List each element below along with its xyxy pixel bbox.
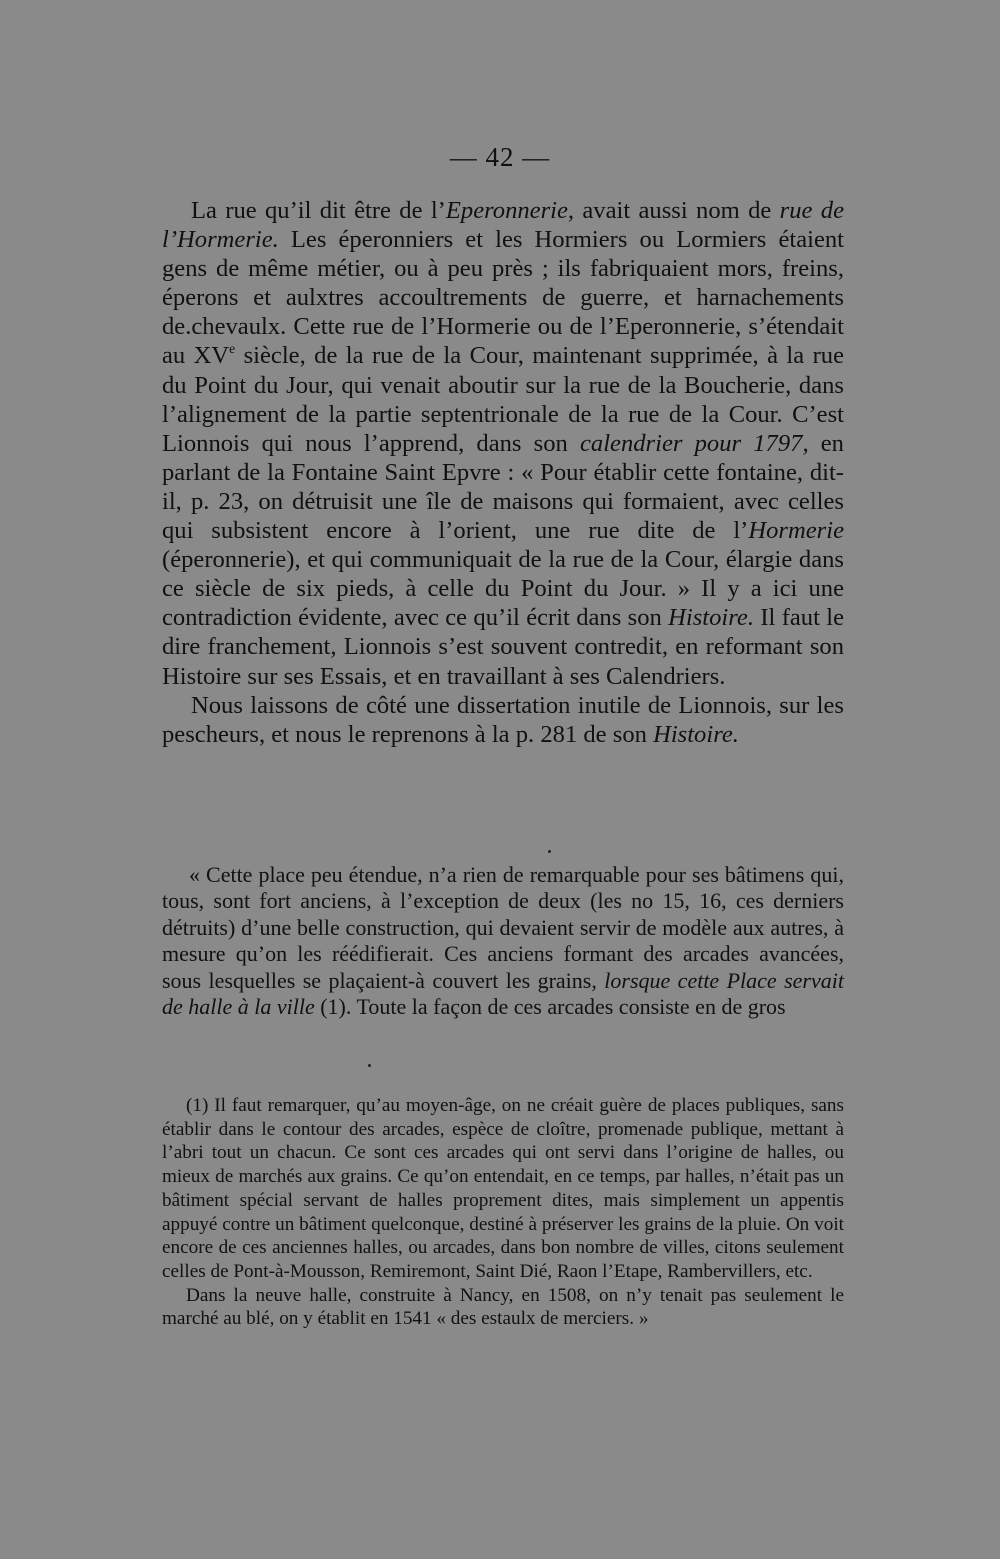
text-run: Il faut le dire franchement, Lionnois s’est souvent contredit, en reformant son Histoire sur ses Essais, et en travaillant à ses Calendriers. xyxy=(162,604,845,690)
italic-run: Histoire. xyxy=(653,720,739,748)
superscript: e xyxy=(229,341,236,357)
footnote-continuation: Dans la neuve halle, construite à Nancy, en 1508, on n’y tenait pas seulement le marché au blé, on y établit en 1541 « des estaulx de merciers. » xyxy=(162,1284,844,1330)
text-run: en parlant de la Fontaine Saint Epvre : « Pour établir cette fontaine, dit-il, p. 23, on détruisit une île de maisons qui formaient, avec celles qui subsistent encore à l’orient, une rue dite de l’ xyxy=(162,429,844,545)
text-run: avait aussi nom de xyxy=(574,197,780,224)
quote-paragraph xyxy=(162,862,844,1020)
footnote-1: (1) Il faut remarquer, qu’au moyen-âge, on ne créait guère de places publiques, sans établir dans le contour des arcades, espèce de cloître, promenade publique, mettant à l’abri tout un chacun. Ce sont ces arcades qui ont servi dans l’origine de halles, ou mieux de marchés aux grains. Ce qu’on entendait, en ce temps, par halles, n’était pas un bâtiment spécial servant de halles proprement dites, mais simplement un appentis appuyé contre un bâtiment quelconque, destiné à préserver les grains de la pluie. On voit encore de ces anciennes halles, ou arcades, dans bon nombre de villes, citons seulement celles de Pont-à-Mousson, Remiremont, Saint Dié, Raon l’Etape, Rambervillers, etc. xyxy=(162,1095,844,1282)
paragraph-pescheurs xyxy=(162,691,844,749)
italic-run: calendrier pour 1797, xyxy=(580,429,809,457)
italic-run: lorsque cette Place servait de halle à la ville xyxy=(162,967,844,1020)
text-run: Nous laissons de côté une dissertation inutile de Lionnois, sur les pescheurs, et nous le reprenons à la p. 281 de son xyxy=(162,691,844,748)
quoted-passage xyxy=(162,862,844,1020)
italic-run: rue de l’Hormerie. xyxy=(162,197,844,254)
text-run: Les éperonniers et les Hormiers ou Lormiers étaient gens de même métier, ou à peu près ; ils fabriquaient mors, freins, éperons et aulxtres accoultrements de guerre, et harnachements de.chevaulx. Cette rue de l’Hormerie ou de l’Eperonnerie, s’étendait au XV xyxy=(162,226,844,370)
italic-run: Hormerie xyxy=(748,517,844,545)
main-text xyxy=(162,196,844,749)
text-run: siècle, de la rue de la Cour, maintenant supprimée, à la rue du Point du Jour, qui venait aboutir sur la rue de la Boucherie, dans l’alignement de la partie septentrionale de la rue de la Cour. C’est Lionnois qui nous l’apprend, dans son xyxy=(162,342,844,457)
page-number: — 42 — xyxy=(449,142,551,172)
italic-run: Histoire. xyxy=(668,604,754,632)
text-run: (éperonnerie), et qui communiquait de la rue de la Cour, élargie dans ce siècle de six pieds, à celle du Point du Jour. » Il y a ici une contradiction évidente, avec ce qu’il écrit dans son xyxy=(162,546,844,632)
text-run: (1). Toute la façon de ces arcades consiste en de gros xyxy=(314,994,786,1020)
paragraph-eperonnerie xyxy=(162,196,844,691)
italic-run: Eperonnerie, xyxy=(445,197,575,224)
text-run: « Cette place peu étendue, n’a rien de remarquable pour ses bâtimens qui, tous, sont fort anciens, à l’exception de deux (les no 15, 16, ces derniers détruits) d’une belle construction, qui devaient servir de modèle aux autres, à mesure qu’on les réédifierait. Ces anciens formant des arcades avancées, sous lesquelles se plaçaient-à couvert les grains, xyxy=(162,862,844,993)
footnotes xyxy=(162,1094,844,1331)
ink-speck xyxy=(368,1064,371,1067)
ink-speck xyxy=(548,850,551,853)
text-run: La rue qu’il dit être de l’ xyxy=(191,197,446,224)
